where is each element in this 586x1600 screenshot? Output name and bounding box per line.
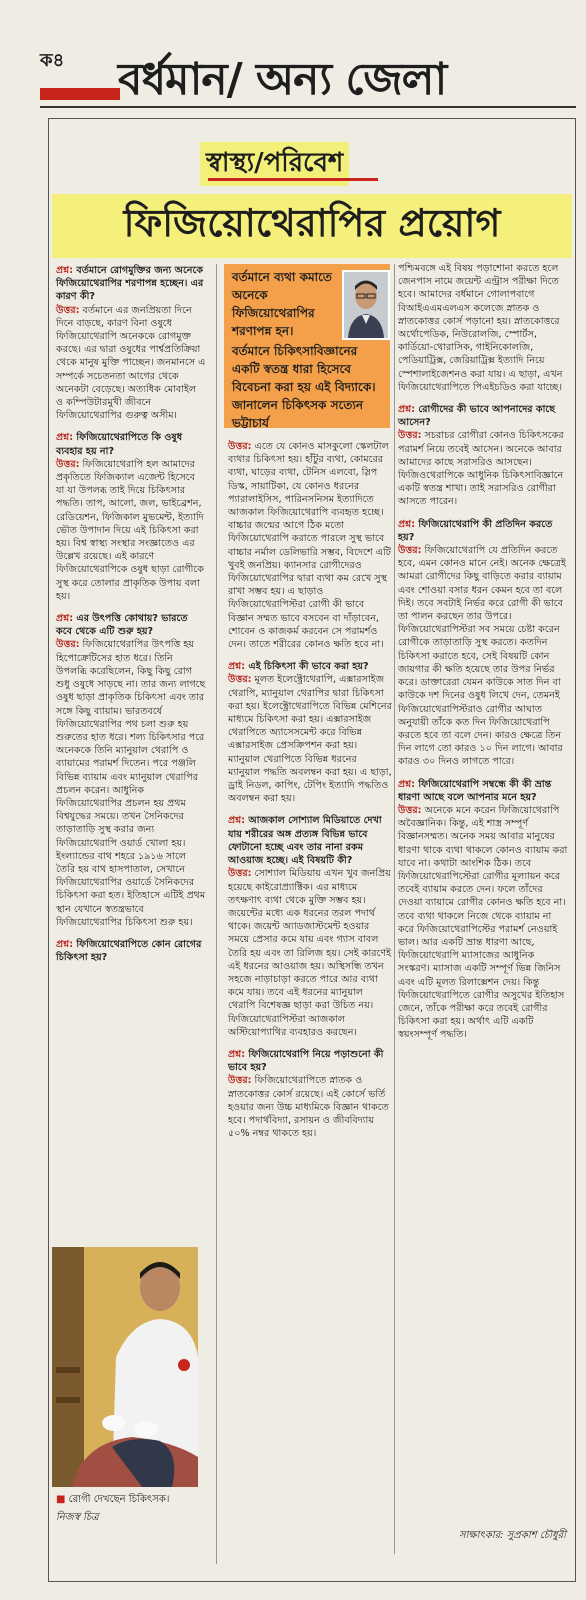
header-rule — [40, 106, 576, 108]
article-kicker: স্বাস্থ্য/পরিবেশ — [200, 142, 349, 186]
qa-block: প্রশ্ন: এই চিকিৎসা কী ভাবে করা হয়? উত্তর: মূলত ইলেক্ট্রোথেরাপি, এক্সারসাইজ থেরাপি, ম্যানুয়াল থেরাপির দ্বারা চিকিৎসা করা হয়। ইলেক্ট্রোথেরাপিতে বিভিন্ন মেশিনের মাধ্যমে চিকিৎসা করা হয়। এক্সারসাইজ থেরাপিতে অ্যাসেসমেন্ট করে বিভিন্ন এক্সারসাইজ প্রেসক্রিপশন করা হয়। ম্যানুয়াল থেরাপিতে বিভিন্ন ধরনের ম্যানুয়াল পদ্ধতি অবলম্বন করা হয়। এ ছাড়া, ড্রাই নিডল, কাপিং, টেপিং ইত্যাদি পদ্ধতিও অবলম্বন করা হয়। — [228, 661, 392, 805]
answer: ফিজিয়োথেরাপির উৎপত্তি হয় হিপোক্রেটিসের হাত ধরে। তিনি উপলব্ধি করেছিলেন, কিছু কিছু রোগ শুধু ওষুধে সাড়ছে না। তার জন্য লাগছে ওষুধ ছাড়া প্রাকৃতিক চিকিৎসা এবং তার সঙ্গে কিছু ব্যায়াম। ভারতবর্ষে ফিজিয়োথেরাপির পথ চলা শুরু হয় শুরুতের হাত ধরে। শল্য চিকিৎসার পরে অনেককে তিনি ম্যানুয়াল থেরাপি ও ব্যায়ামের পরামর্শ দিতেন। পরে পঞ্জলি বিভিন্ন ব্যায়াম এবং ম্যানুয়াল থেরাপির প্রচলন করেন। আধুনিক ফিজিয়োথেরাপির প্রচলন হয় প্রথম বিশ্বযুদ্ধের সময়ে। তখন সৈনিকদের তাড়াতাড়ি সুস্থ করার জন্য ফিজিয়োথেরাপি ওয়ার্ড খোলা হয়। ইংল্যান্ডের বাথ শহরে ১৯১৬ সালে তৈরি হয় বাথ হাসপাতাল, সেখানে ফিজিয়োথেরাপির ওয়ার্ডে সৈনিকদের চিকিৎসা করা হত। ইতিহাসে এটিই প্রথম স্থান যেখানে স্বতন্ত্রভাবে ফিজিয়োথেরাপির চিকিৎসা শুরু হয়। — [56, 639, 206, 928]
column-divider-right — [394, 264, 395, 1554]
kicker-underline — [208, 178, 378, 181]
article-column-2 — [228, 440, 392, 1149]
qa-block — [398, 262, 568, 394]
answer: ফিজিয়োথেরাপি যে প্রতিদিন করতে হবে, এমন কোনও মানে নেই। অনেক ক্ষেত্রেই আমরা রোগীদের কিছু বাড়িতে করার ব্যায়াম এবং শোওয়া বসার ধরন কেমন হবে তা বলে দিই। তবে সবটাই নির্ভর করে রোগী কী ভাবে তা পালন করছেন তার উপরে। ফিজিয়োথেরাপিস্টরা সব সময়ে চেষ্টা করেন রোগীকে তাড়াতাড়ি সুস্থ করতে। কতদিন চিকিৎসা করাতে হবে, সেই বিষয়টি কোন জায়গার কী ক্ষতি হয়েছে তার উপর নির্ভর করে। ডাক্তারেরা যেমন কাউকে সাত দিন বা কাউকে দশ দিনের ওষুধ লিখে দেন, তেমনই ফিজিয়োথেরাপিস্টরাও রোগীর আঘাত অনুযায়ী তাঁকে কত দিন ফিজিয়োথেরাপি করতে হবে তা বলে দেন। কারও ক্ষেত্রে তিন দিন লাগে তো কারও ১০ দিন লাগে। আবার কারও ৩০ দিনও লাগতে পারে। — [398, 545, 566, 768]
interviewer-credit: সাক্ষাৎকার: সুপ্রকাশ চৌধুরী — [458, 1530, 566, 1541]
answer: এতে যে কোনও মাসকুলো স্কেলটাল ব্যথার চিকিৎসা হয়। হাঁটুর ব্যথা, কোমরের ব্যথা, ঘাড়ের ব্যথা, টেনিস এলবো, স্লিপ ডিস্ক, সায়াটিকা, যে কোনও ধরনের প্যারালাইসিস, পারিনসনিসম ইত্যাদিতে আজকাল ফিজিয়োথেরাপি ব্যবহৃত হচ্ছে। বাচ্চার জন্মের আগে ঠিক মতো ফিজিয়োথেরাপি করাতে পারলে সুস্থ ভাবে বাচ্চার নর্মাল ডেলিভারি সম্ভব, বিদেশে এটি খুবই জনপ্রিয়। ক্যানসার রোগীদেরও ফিজিয়োথেরাপির দ্বারা ব্যথা কম রেখে সুস্থ রাখা সম্ভব হয়। এ ছাড়াও ফিজিয়োথেরাপিস্টরা রোগী কী ভাবে বিজ্ঞান সম্মত ভাবে বসবেন বা দাঁড়াবেন, শোবেন ও কাজকর্ম করবেন সে পরামর্শও দেন। তাতে শরীরের কোনও ক্ষতি হবে না। — [228, 441, 392, 651]
answer: সোশ্যাল মিডিয়ায় এখন খুব জনপ্রিয় হয়েছে কাইরোপ্র্যাক্টিক। এর মাধ্যমে তৎক্ষণাৎ ব্যথা থেকে মুক্তি সম্ভব হয়। জয়েন্টের মধ্যে এক ধরনের তরল পদার্থ থাকে। জয়েন্ট অ্যাডজাস্টমেন্ট হওয়ার সময়ে প্রেসার কমে যায় এবং গ্যাস বাবল তৈরি হয় এবং তা রিলিজ হয়। সেই কারণেই এই ধরনের আওয়াজ হয়। অস্থিসন্ধি তখন সহজে নাড়াচাড়া করতে পারে আর ব্যথা কমে যায়। তবে এই ধরনের ম্যানুয়াল থেরাপি বিশেষজ্ঞ ছাড়া করা উচিত নয়। ফিজিয়োথেরাপিস্টরা আজকাল অস্টিয়োপ্যাথির ব্যবহারও করছেন। — [228, 868, 392, 1038]
page-header — [0, 0, 586, 118]
qa-block: প্রশ্ন: আজকাল সোশ্যাল মিডিয়াতে দেখা যায় শরীরের অঙ্গ প্রত্যঙ্গ বিভিন্ন ভাবে ফোটানো হচ্ছে এবং তার নানা রকম আওয়াজ হচ্ছে। এই বিষয়টি কী? উত্তর: সোশ্যাল মিডিয়ায় এখন খুব জনপ্রিয় হয়েছে কাইরোপ্র্যাক্টিক। এর মাধ্যমে তৎক্ষণাৎ ব্যথা থেকে মুক্তি সম্ভব হয়। জয়েন্টের মধ্যে এক ধরনের তরল পদার্থ থাকে। জয়েন্ট অ্যাডজাস্টমেন্ট হওয়ার সময়ে প্রেসার কমে যায় এবং গ্যাস বাবল তৈরি হয় এবং তা রিলিজ হয়। সেই কারণেই এই ধরনের আওয়াজ হয়। অস্থিসন্ধি তখন সহজে নাড়াচাড়া করতে পারে আর ব্যথা কমে যায়। তবে এই ধরনের ম্যানুয়াল থেরাপি বিশেষজ্ঞ ছাড়া করা উচিত নয়। ফিজিয়োথেরাপিস্টরা আজকাল অস্টিয়োপ্যাথির ব্যবহারও করছেন। — [228, 815, 392, 1038]
answer: অনেকে মনে করেন ফিজিয়োথেরাপি অবৈজ্ঞানিক। কিন্তু, এই শাস্ত্র সম্পূর্ণ বিজ্ঞানসম্মত। অনেক সময় আবার মানুষের ধারণা থাকে ব্যথা থাকলে কোনও ব্যায়াম করা যাবে না। কথাটা আংশিক ঠিক। তবে ফিজিয়োথেরাপিস্টেরা রোগীর মূল্যায়ন করে তবেই ব্যায়াম করতে দেন। ফলে তাঁদের দেওয়া ব্যায়ামে রোগীর কোনও ক্ষতি হবে না। তবে ব্যথা থাকলে নিজে থেকে ব্যায়াম না করে ফিজিয়োথেরাপিস্টের পরামর্শ নেওয়াই ভাল। আর একটি ভ্রান্ত ধারণা আছে, ফিজিয়োথেরাপি ম্যাসাজের আধুনিক সংস্করণ। ম্যাসাজ একটি সম্পূর্ণ ভিন্ন জিনিস এবং এটি মূলত রিলাক্সেশন দেয়। কিন্তু ফিজিয়োথেরাপিতে রোগীর অসুখের ইতিহাস জেনে, তাঁকে পরীক্ষা করে তবেই রোগীর চিকিৎসা করা হয়। অর্থাৎ এটি একটি স্বয়ংসম্পূর্ণ পদ্ধতি। — [398, 804, 568, 1041]
question: প্রশ্ন: ফিজিয়োথেরাপি সম্বন্ধে কী কী ভ্রান্ত ধারণা আছে বলে আপনার মনে হয়? — [398, 778, 552, 803]
photo-credit: নিজস্ব চিত্র — [56, 1512, 99, 1523]
callout-lead: বর্তমানে ব্যথা কমাতে অনেকে ফিজিয়োথেরাপির শরণাপন্ন হন। — [232, 270, 332, 338]
treatment-photo — [52, 1247, 198, 1487]
article-headline: ফিজিয়োথেরাপির প্রয়োগ — [52, 194, 572, 258]
column-divider-left — [216, 264, 217, 1564]
photo-caption: ■ রোগী দেখছেন চিকিৎসক। — [56, 1494, 170, 1505]
question: প্রশ্ন: ফিজিয়োথেরাপিতে কি ওষুধ ব্যবহার হয় না? — [56, 432, 183, 457]
question: প্রশ্ন: এর উৎপত্তি কোথায়? ভারতে কবে থেকে এটি শুরু হয়? — [56, 613, 188, 638]
page-number: ক৪ — [40, 50, 65, 71]
qa-block: উত্তর: এতে যে কোনও মাসকুলো স্কেলটাল ব্যথার চিকিৎসা হয়। হাঁটুর ব্যথা, কোমরের ব্যথা, ঘাড়ের ব্যথা, টেনিস এলবো, স্লিপ ডিস্ক, সায়াটিকা, যে কোনও ধরনের প্যারালাইসিস, পারিনসনিসম ইত্যাদিতে আজকাল ফিজিয়োথেরাপি ব্যবহৃত হচ্ছে। বাচ্চার জন্মের আগে ঠিক মতো ফিজিয়োথেরাপি করাতে পারলে সুস্থ ভাবে বাচ্চার নর্মাল ডেলিভারি সম্ভব, বিদেশে এটি খুবই জনপ্রিয়। ক্যানসার রোগীদেরও ফিজিয়োথেরাপির দ্বারা ব্যথা কম রেখে সুস্থ রাখা সম্ভব হয়। এ ছাড়াও ফিজিয়োথেরাপিস্টরা রোগী কী ভাবে বিজ্ঞান সম্মত ভাবে বসবেন বা দাঁড়াবেন, শোবেন ও কাজকর্ম করবেন সে পরামর্শও দেন। তাতে শরীরের কোনও ক্ষতি হবে না। — [228, 441, 392, 651]
qa-block: প্রশ্ন: বর্তমানে রোগমুক্তির জন্য অনেকে ফিজিয়োথেরাপির শরণাপন্ন হচ্ছেন। এর কারণ কী? উত্তর: বর্তমানে এর জনপ্রিয়তা দিনে দিনে বাড়ছে, কারণ বিনা ওষুধে ফিজিয়োথেরাপি অনেককে রোগমুক্ত করছে। এর দ্বারা ওষুধের পার্শ্বপ্রতিক্রিয়া থেকে মানুষ মুক্তি পাচ্ছেন। জনমানসে এ সম্পর্কে সচেতনতা আগের থেকে অনেকটা বেড়েছে। অত্যধিক মোবাইল ও কম্পিউটারমুখী জীবনে ফিজিয়োথেরাপির গুরুত্ব অসীম। — [56, 265, 206, 422]
qa-block: প্রশ্ন: ফিজিয়োথেরাপি সম্বন্ধে কী কী ভ্রান্ত ধারণা আছে বলে আপনার মনে হয়? উত্তর: অনেকে মনে করেন ফিজিয়োথেরাপি অবৈজ্ঞানিক। কিন্তু, এই শাস্ত্র সম্পূর্ণ বিজ্ঞানসম্মত। অনেক সময় আবার মানুষের ধারণা থাকে ব্যথা থাকলে কোনও ব্যায়াম করা যাবে না। কথাটা আংশিক ঠিক। তবে ফিজিয়োথেরাপিস্টেরা রোগীর মূল্যায়ন করে তবেই ব্যায়াম করতে দেন। ফলে তাঁদের দেওয়া ব্যায়ামে রোগীর কোনও ক্ষতি হবে না। তবে ব্যথা থাকলে নিজে থেকে ব্যায়াম না করে ফিজিয়োথেরাপিস্টের পরামর্শ নেওয়াই ভাল। আর একটি ভ্রান্ত ধারণা আছে, ফিজিয়োথেরাপি ম্যাসাজের আধুনিক সংস্করণ। ম্যাসাজ একটি সম্পূর্ণ ভিন্ন জিনিস এবং এটি মূলত রিলাক্সেশন দেয়। কিন্তু ফিজিয়োথেরাপিতে রোগীর অসুখের ইতিহাস জেনে, তাঁকে পরীক্ষা করে তবেই রোগীর চিকিৎসা করা হয়। অর্থাৎ এটি একটি স্বয়ংসম্পূর্ণ পদ্ধতি। — [398, 778, 568, 1041]
question: প্রশ্ন: ফিজিয়োথেরাপি নিয়ে পড়াশুনো কী ভাবে হয়? — [228, 1048, 384, 1074]
article-column-3 — [398, 262, 568, 1051]
question: প্রশ্ন: এই চিকিৎসা কী ভাবে করা হয়? — [228, 661, 369, 673]
question: প্রশ্ন: বর্তমানে রোগমুক্তির জন্য অনেকে ফিজিয়োথেরাপির শরণাপন্ন হচ্ছেন। এর কারণ কী? — [56, 265, 204, 303]
qa-block: প্রশ্ন: ফিজিয়োথেরাপিতে কি ওষুধ ব্যবহার হয় না? উত্তর: ফিজিয়োথেরাপি হল আমাদের প্রকৃতিতে ফিজিক্যাল এজেন্ট হিসেবে যা যা উপলব্ধ তাই দিয়ে চিকিৎসার পদ্ধতি। তাপ, আলো, জল, ভাইব্রেশন, রেডিয়েশন, ফিজিকাল মুভমেন্ট, ইত্যাদি ভৌত উপাদান দিয়ে এই চিকিৎসা করা হয়। বিশ্ব স্বাস্থ্য সংস্থার সংজ্ঞাতেও এর উল্লেখ রয়েছে। এই কারণে ফিজিয়োথেরাপিকে ওষুধ ছাড়া রোগীকে সুস্থ করে তোলার প্রাকৃতিক উপায় বলা হয়। — [56, 431, 206, 603]
answer: ফিজিয়োথেরাপি হল আমাদের প্রকৃতিতে ফিজিক্যাল এজেন্ট হিসেবে যা যা উপলব্ধ তাই দিয়ে চিকিৎসার পদ্ধতি। তাপ, আলো, জল, ভাইব্রেশন, রেডিয়েশন, ফিজিকাল মুভমেন্ট, ইত্যাদি ভৌত উপাদান দিয়ে এই চিকিৎসা করা হয়। বিশ্ব স্বাস্থ্য সংস্থার সংজ্ঞাতেও এর উল্লেখ রয়েছে। এই কারণে ফিজিয়োথেরাপিকে ওষুধ ছাড়া রোগীকে সুস্থ করে তোলার প্রাকৃতিক উপায় বলা হয়। — [56, 458, 204, 602]
answer: বর্তমানে এর জনপ্রিয়তা দিনে দিনে বাড়ছে, কারণ বিনা ওষুধে ফিজিয়োথেরাপি অনেককে রোগমুক্ত করছে। এর দ্বারা ওষুধের পার্শ্বপ্রতিক্রিয়া থেকে মানুষ মুক্তি পাচ্ছেন। জনমানসে এ সম্পর্কে সচেতনতা আগের থেকে অনেকটা বেড়েছে। অত্যধিক মোবাইল ও কম্পিউটারমুখী জীবনে ফিজিয়োথেরাপির গুরুত্ব অসীম। — [56, 304, 206, 422]
doctor-portrait — [342, 270, 390, 340]
qa-block — [56, 938, 206, 964]
question: প্রশ্ন: ফিজিয়োথেরাপি কী প্রতিদিন করতে হয়? — [398, 518, 553, 543]
callout-body: বর্তমানে চিকিৎসাবিজ্ঞানের একটি স্বতন্ত্র ধারা হিসেবে বিবেচনা করা হয় এই বিদ্যাকে। জানালেন চিকিৎসক সত্যেন ভট্টাচার্য — [232, 344, 376, 430]
answer: পশ্চিমবঙ্গে এই বিষয় পড়াশোনা করতে হলে জেনপাস নামে জয়েন্ট এন্ট্রাস পরীক্ষা দিতে হবে। আমাদের বর্ধমানে গোলাপবাগে বিআইএএমএলএস কলেজে স্নাতক ও স্নাতকোত্তর কোর্স পড়ানো হয়। স্নাতকোত্তরে অর্থোপেডিক, নিউরোলজি, স্পোর্টস, কার্ডিয়ো-থোরাসিক, গাইনিকোলজি, পেডিয়াট্রিক্স, জেরিয়াট্রিক্স ইত্যাদি নিয়ে স্পেশালাইজেশনও করা যায়। এ ছাড়া, এখন ফিজিয়োথেরাপিতে পিএইচডিও করা যাচ্ছে। — [398, 263, 563, 393]
answer: ফিজিয়োথেরাপিতে স্নাতক ও স্নাতকোত্তর কোর্স রয়েছে। এই কোর্সে ভর্তি হওয়ার জন্য উচ্চ মাধ্যমিকে বিজ্ঞান থাকতে হবে। পদার্থবিদ্যা, রসায়ন ও জীববিদ্যায় ৫০% নম্বর থাকতে হয়। — [228, 1075, 389, 1140]
article-column-1 — [56, 264, 206, 973]
answer: মূলত ইলেক্ট্রোথেরাপি, এক্সারসাইজ থেরাপি, ম্যানুয়াল থেরাপির দ্বারা চিকিৎসা করা হয়। ইলেক্ট্রোথেরাপিতে বিভিন্ন মেশিনের মাধ্যমে চিকিৎসা করা হয়। এক্সারসাইজ থেরাপিতে অ্যাসেসমেন্ট করে বিভিন্ন এক্সারসাইজ প্রেসক্রিপশন করা হয়। ম্যানুয়াল থেরাপিতে বিভিন্ন ধরনের ম্যানুয়াল পদ্ধতি অবলম্বন করা হয়। এ ছাড়া, ড্রাই নিডল, কাপিং, টেপিং ইত্যাদি পদ্ধতিও অবলম্বন করা হয়। — [228, 674, 392, 805]
qa-block: প্রশ্ন: রোগীদের কী ভাবে আপনাদের কাছে আসেন? উত্তর: সচরাচর রোগীরা কোনও চিকিৎসকের পরামর্শ নিয়ে তবেই আসেন। অনেকে আবার আমাদের কাছে সরাসরিও আসছেন। ফিজিওথেরাপিকে আধুনিক চিকিৎসাবিজ্ঞানে একটি স্বতন্ত্র শাখা। তাই সরাসরিও রোগীরা আসতে পারেন। — [398, 403, 568, 509]
question: প্রশ্ন: ফিজিয়োথেরাপিতে কোন রোগের চিকিৎসা হয়? — [56, 938, 202, 964]
question: প্রশ্ন: রোগীদের কী ভাবে আপনাদের কাছে আসেন? — [398, 404, 556, 429]
answer: সচরাচর রোগীরা কোনও চিকিৎসকের পরামর্শ নিয়ে তবেই আসেন। অনেকে আবার আমাদের কাছে সরাসরিও আসছেন। ফিজিওথেরাপিকে আধুনিক চিকিৎসাবিজ্ঞানে একটি স্বতন্ত্র শাখা। তাই সরাসরিও রোগীরা আসতে পারেন। — [398, 430, 564, 508]
section-title: বর্ধমান/ অন্য জেলা — [118, 54, 447, 105]
qa-block: প্রশ্ন: এর উৎপত্তি কোথায়? ভারতে কবে থেকে এটি শুরু হয়? উত্তর: ফিজিয়োথেরাপির উৎপত্তি হয় হিপোক্রেটিসের হাত ধরে। তিনি উপলব্ধি করেছিলেন, কিছু কিছু রোগ শুধু ওষুধে সাড়ছে না। তার জন্য লাগছে ওষুধ ছাড়া প্রাকৃতিক চিকিৎসা এবং তার সঙ্গে কিছু ব্যায়াম। ভারতবর্ষে ফিজিয়োথেরাপির পথ চলা শুরু হয় শুরুতের হাত ধরে। শল্য চিকিৎসার পরে অনেককে তিনি ম্যানুয়াল থেরাপি ও ব্যায়ামের পরামর্শ দিতেন। পরে পঞ্জলি বিভিন্ন ব্যায়াম এবং ম্যানুয়াল থেরাপির প্রচলন করেন। আধুনিক ফিজিয়োথেরাপির প্রচলন হয় প্রথম বিশ্বযুদ্ধের সময়ে। তখন সৈনিকদের তাড়াতাড়ি সুস্থ করার জন্য ফিজিয়োথেরাপি ওয়ার্ড খোলা হয়। ইংল্যান্ডের বাথ শহরে ১৯১৬ সালে তৈরি হয় বাথ হাসপাতাল, সেখানে ফিজিয়োথেরাপির ওয়ার্ডে সৈনিকদের চিকিৎসা করা হত। ইতিহাসে এটিই প্রথম স্থান যেখানে স্বতন্ত্রভাবে ফিজিয়োথেরাপির চিকিৎসা শুরু হয়। — [56, 613, 206, 928]
qa-block: প্রশ্ন: ফিজিয়োথেরাপি কী প্রতিদিন করতে হয়? উত্তর: ফিজিয়োথেরাপি যে প্রতিদিন করতে হবে, এমন কোনও মানে নেই। অনেক ক্ষেত্রেই আমরা রোগীদের কিছু বাড়িতে করার ব্যায়াম এবং শোওয়া বসার ধরন কেমন হবে তা বলে দিই। তবে সবটাই নির্ভর করে রোগী কী ভাবে তা পালন করছেন তার উপরে। ফিজিয়োথেরাপিস্টরা সব সময়ে চেষ্টা করেন রোগীকে তাড়াতাড়ি সুস্থ করতে। কতদিন চিকিৎসা করাতে হবে, সেই বিষয়টি কোন জায়গার কী ক্ষতি হয়েছে তার উপর নির্ভর করে। ডাক্তারেরা যেমন কাউকে সাত দিন বা কাউকে দশ দিনের ওষুধ লিখে দেন, তেমনই ফিজিয়োথেরাপিস্টরাও রোগীর আঘাত অনুযায়ী তাঁকে কত দিন ফিজিয়োথেরাপি করতে হবে তা বলে দেন। কারও ক্ষেত্রে তিন দিন লাগে তো কারও ১০ দিন লাগে। আবার কারও ৩০ দিনও লাগতে পারে। — [398, 518, 566, 768]
question: প্রশ্ন: আজকাল সোশ্যাল মিডিয়াতে দেখা যায় শরীরের অঙ্গ প্রত্যঙ্গ বিভিন্ন ভাবে ফোটানো হচ্ছে এবং তার নানা রকম আওয়াজ হচ্ছে। এই বিষয়টি কী? — [228, 815, 382, 867]
red-marker-bar — [40, 88, 120, 100]
qa-block: প্রশ্ন: ফিজিয়োথেরাপি নিয়ে পড়াশুনো কী ভাবে হয়? উত্তর: ফিজিয়োথেরাপিতে স্নাতক ও স্নাতকোত্তর কোর্স রয়েছে। এই কোর্সে ভর্তি হওয়ার জন্য উচ্চ মাধ্যমিকে বিজ্ঞান থাকতে হবে। পদার্থবিদ্যা, রসায়ন ও জীববিদ্যায় ৫০% নম্বর থাকতে হয়। — [228, 1048, 392, 1140]
